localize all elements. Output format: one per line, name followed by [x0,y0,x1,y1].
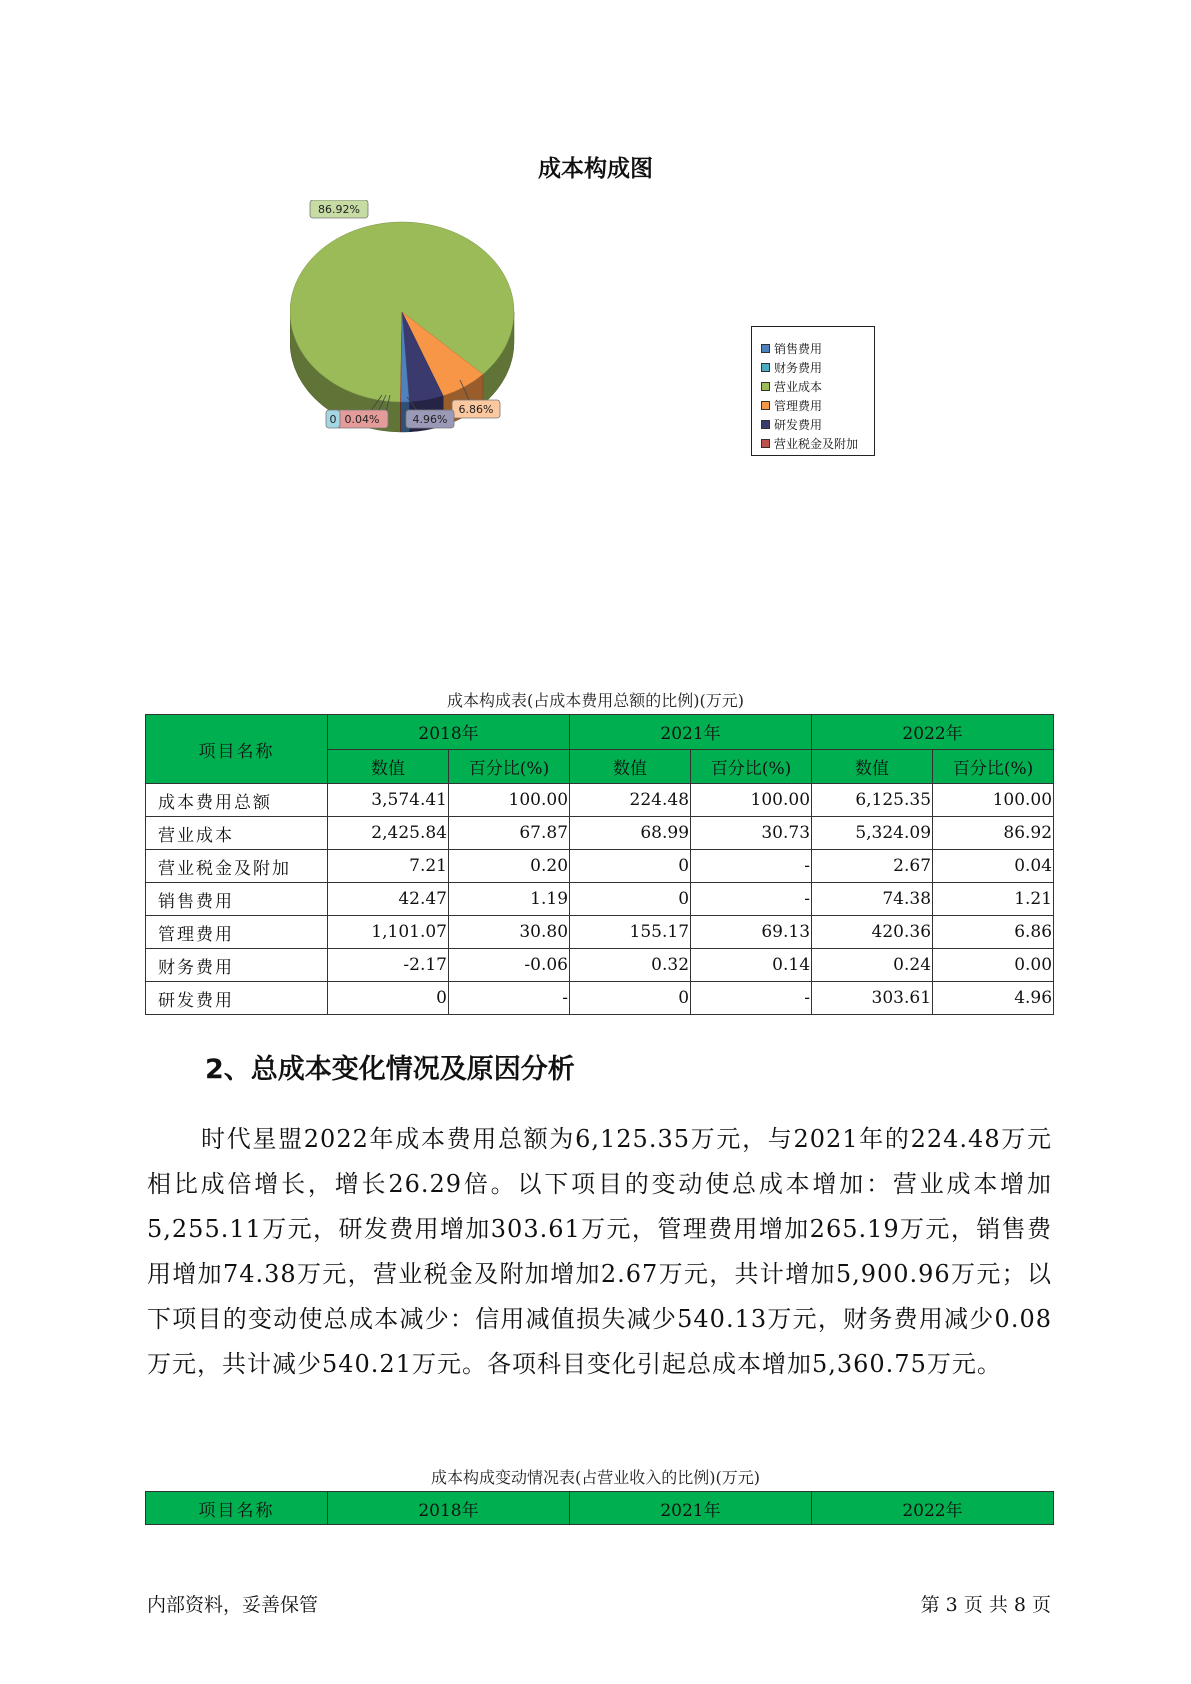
cost-structure-table [145,714,1054,1015]
table-row [146,817,1054,850]
row-label: 管理费用 [146,916,328,949]
legend-label: 销售费用 [774,342,823,356]
header-value: 数值 [570,749,691,784]
legend-item-tax [761,434,874,453]
table-row [146,850,1054,883]
header-value: 数值 [328,749,449,784]
pie-chart [290,200,570,490]
legend-label: 研发费用 [774,418,823,432]
data-label-rnd [406,410,454,428]
legend-swatch [761,401,770,410]
legend-item-sales [761,339,874,358]
header-year: 2022年 [812,715,1054,750]
legend-item-finance [761,358,874,377]
header-percent: 百分比(%) [449,749,570,784]
table-cell: 0.14 [691,949,812,982]
table-cell: 100.00 [933,784,1054,817]
legend-label: 营业成本 [774,380,823,394]
table-cell: 0.04 [933,850,1054,883]
header-year: 2022年 [812,1492,1054,1525]
legend-swatch [761,363,770,372]
header-year: 2018年 [328,715,570,750]
table-cell: 42.47 [328,883,449,916]
analysis-paragraph: 时代星盟2022年成本费用总额为6,125.35万元，与2021年的224.48万元相比成倍增长，增长26.29倍。以下项目的变动使总成本增加：营业成本增加5,255.11万元，研发费用增加303.61万元，管理费用增加265.19万元，销售费用增加74.38万元，营业税金及附加增加2.67万元，共计增加5,900.96万元；以下项目的变动使总成本减少：信用减值损失减少540.13万元，财务费用减少0.08万元，共计减少540.21万元。各项科目变化引起总成本增加5,360.75万元。 [147,1125,1052,1378]
header-year: 2018年 [328,1492,570,1525]
table-cell: 30.80 [449,916,570,949]
table-cell: 2.67 [812,850,933,883]
header-year: 2021年 [570,715,812,750]
table-cell: 6,125.35 [812,784,933,817]
table-cell: 0.20 [449,850,570,883]
table-cell: - [691,883,812,916]
table-cell: 155.17 [570,916,691,949]
table-cell: 0.24 [812,949,933,982]
table1-caption: 成本构成表(占成本费用总额的比例)(万元) [447,691,744,710]
table-cell: 100.00 [691,784,812,817]
legend-item-management [761,396,874,415]
table-cell: 1.19 [449,883,570,916]
data-label-text: 0.04% [344,413,380,426]
table2-caption: 成本构成变动情况表(占营业收入的比例)(万元) [431,1468,760,1487]
table-cell: 4.96 [933,982,1054,1015]
header-value: 数值 [812,749,933,784]
data-label-operating [310,200,368,218]
legend-swatch [761,344,770,353]
table-cell: 1.21 [933,883,1054,916]
table-cell: 5,324.09 [812,817,933,850]
table-row [146,916,1054,949]
legend-item-operating [761,377,874,396]
table-row [146,883,1054,916]
data-label-management [452,400,500,418]
legend-label: 财务费用 [774,361,823,375]
table-cell: 0 [328,982,449,1015]
legend-swatch [761,382,770,391]
table-cell: 1,101.07 [328,916,449,949]
table-cell: - [449,982,570,1015]
footer-confidential: 内部资料，妥善保管 [147,1594,319,1616]
data-label-text: 86.92% [318,203,360,216]
row-label: 研发费用 [146,982,328,1015]
chart-legend [751,326,875,456]
table-cell: 68.99 [570,817,691,850]
row-label: 营业税金及附加 [146,850,328,883]
chart-title: 成本构成图 [538,156,653,182]
table-cell: 0 [570,883,691,916]
table-cell: 86.92 [933,817,1054,850]
legend-item-rnd [761,415,874,434]
data-label-finance [326,410,340,428]
page-number: 第 3 页 共 8 页 [920,1594,1051,1616]
table-row [146,784,1054,817]
table-cell: -2.17 [328,949,449,982]
header-item-name: 项目名称 [146,1492,328,1525]
table-cell: 69.13 [691,916,812,949]
data-label-tax [336,410,388,428]
table-cell: 30.73 [691,817,812,850]
table-cell: 100.00 [449,784,570,817]
table-cell: 67.87 [449,817,570,850]
header-item-name: 项目名称 [146,715,328,784]
data-label-text: 4.96% [412,413,448,426]
data-label-text: 0 [329,413,337,426]
row-label: 营业成本 [146,817,328,850]
table-row [146,949,1054,982]
table-cell: 224.48 [570,784,691,817]
table-cell: 3,574.41 [328,784,449,817]
table-cell: 7.21 [328,850,449,883]
row-label: 成本费用总额 [146,784,328,817]
table-cell: 0 [570,850,691,883]
table-cell: 303.61 [812,982,933,1015]
table-cell: -0.06 [449,949,570,982]
header-percent: 百分比(%) [691,749,812,784]
cost-change-table [145,1491,1054,1525]
table-cell: 2,425.84 [328,817,449,850]
legend-swatch [761,420,770,429]
header-year: 2021年 [570,1492,812,1525]
table-cell: 0.32 [570,949,691,982]
table-cell: 6.86 [933,916,1054,949]
legend-label: 管理费用 [774,399,823,413]
table-cell: 74.38 [812,883,933,916]
data-label-text: 6.86% [458,403,494,416]
row-label: 财务费用 [146,949,328,982]
table-cell: - [691,982,812,1015]
header-percent: 百分比(%) [933,749,1054,784]
legend-swatch [761,439,770,448]
table-cell: 0.00 [933,949,1054,982]
legend-label: 营业税金及附加 [774,437,859,451]
table-cell: 0 [570,982,691,1015]
table-cell: 420.36 [812,916,933,949]
table-cell: - [691,850,812,883]
table-row [146,982,1054,1015]
section-heading: 2、总成本变化情况及原因分析 [205,1054,575,1085]
row-label: 销售费用 [146,883,328,916]
